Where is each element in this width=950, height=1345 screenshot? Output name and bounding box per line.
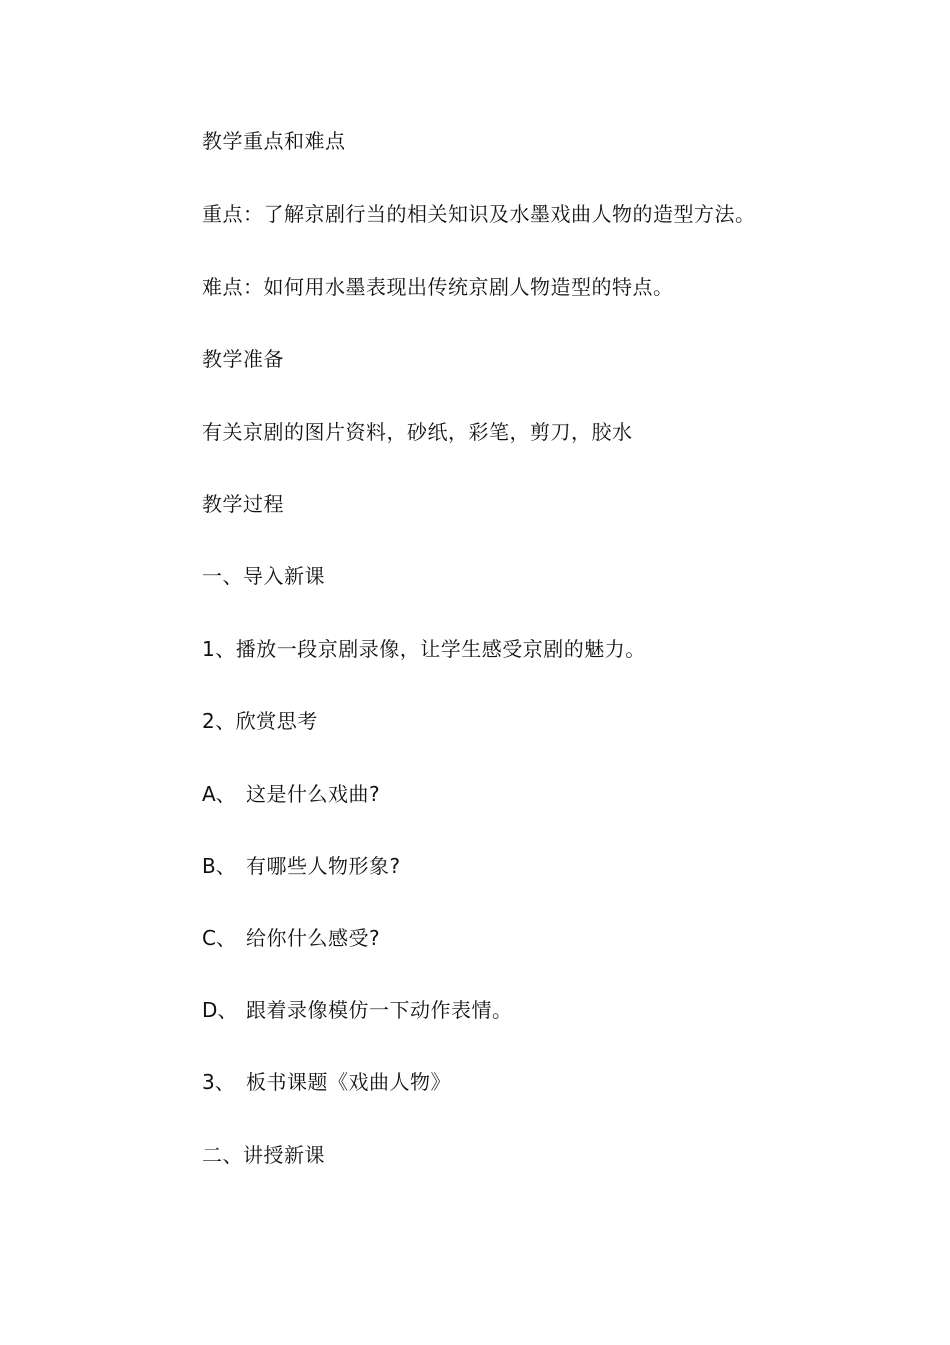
list-item-c [202, 924, 380, 952]
section-heading-preparation: 教学准备 [202, 347, 284, 371]
list-item-text: 这是什么戏曲? [246, 782, 381, 806]
list-item-text: 给你什么感受? [246, 926, 381, 950]
list-marker: A、 [202, 782, 236, 806]
preparation-text: 有关京剧的图片资料，砂纸，彩笔，剪刀，胶水 [202, 420, 633, 444]
step-2-text: 2、欣赏思考 [202, 709, 318, 733]
key-point-text: 重点：了解京剧行当的相关知识及水墨戏曲人物的造型方法。 [202, 202, 756, 226]
list-marker: B、 [202, 854, 236, 878]
list-item-text: 跟着录像模仿一下动作表情。 [246, 998, 513, 1022]
subheading-new-lesson: 二、讲授新课 [202, 1143, 325, 1167]
section-heading-process: 教学过程 [202, 492, 284, 516]
list-marker: D、 [202, 998, 238, 1022]
list-marker: C、 [202, 926, 236, 950]
step-1-text: 1、播放一段京剧录像，让学生感受京剧的魅力。 [202, 637, 646, 661]
section-heading-key-points: 教学重点和难点 [202, 129, 346, 153]
list-item-3 [202, 1068, 451, 1096]
list-item-text: 有哪些人物形象? [246, 854, 401, 878]
subheading-intro: 一、导入新课 [202, 564, 325, 588]
list-marker: 3、 [202, 1070, 235, 1094]
list-item-a [202, 780, 380, 808]
list-item-b [202, 852, 401, 880]
list-item-text: 板书课题《戏曲人物》 [246, 1070, 451, 1094]
list-item-d [202, 996, 513, 1024]
difficulty-text: 难点：如何用水墨表现出传统京剧人物造型的特点。 [202, 275, 674, 299]
